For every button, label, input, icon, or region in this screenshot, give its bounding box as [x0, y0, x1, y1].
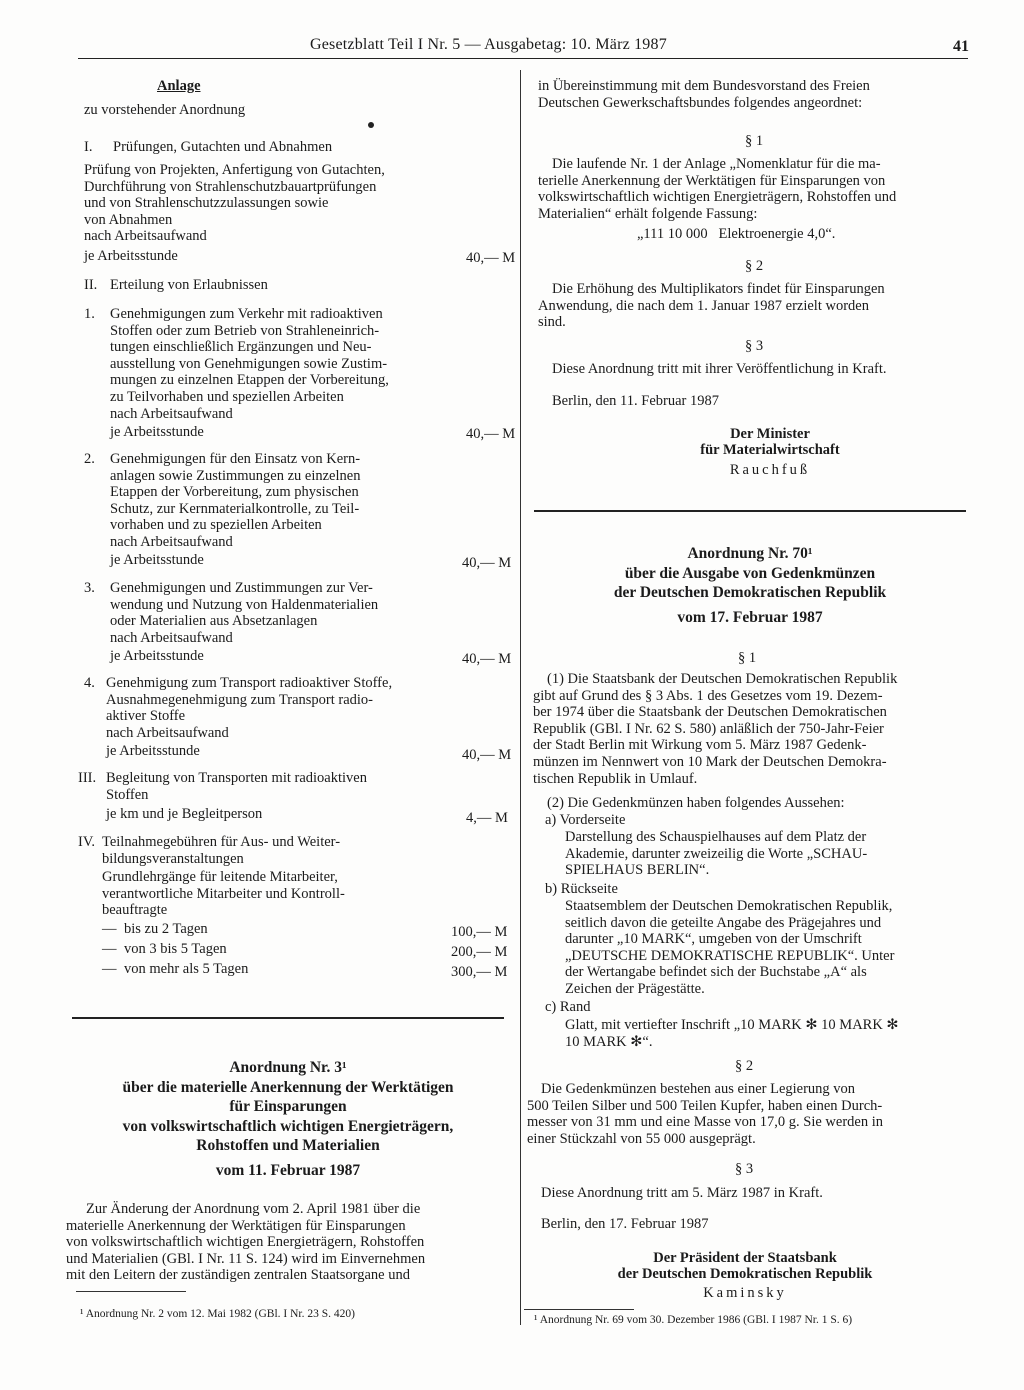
sec4-row-dash: —: [102, 961, 117, 977]
text-line: nach Arbeitsaufwand: [110, 405, 233, 422]
text-line: 10 MARK ✻“.: [565, 1033, 653, 1050]
sec4-row-label: bis zu 2 Tagen: [124, 921, 208, 937]
ord70-footnote: ¹ Anordnung Nr. 69 vom 30. Dezember 1986 (GBl. I 1987 Nr. 1 S. 6): [534, 1314, 853, 1326]
print-mark: [368, 122, 374, 128]
text-line: ber 1974 über die Staatsbank der Deutschen Demokratischen: [533, 704, 887, 721]
text-line: nach Arbeitsaufwand: [106, 724, 229, 741]
title-line: Rohstoffen und Materialien: [196, 1137, 380, 1154]
ord3-footnote: ¹ Anordnung Nr. 2 vom 12. Mai 1982 (GBl. I Nr. 23 S. 420): [80, 1308, 355, 1320]
page-number: 41: [953, 38, 969, 55]
header-rule: [78, 58, 968, 59]
ord70-para3-text: Diese Anordnung tritt am 5. März 1987 in Kraft.: [541, 1185, 823, 1201]
sec4-row-dash: —: [102, 941, 117, 957]
sec2-item4-price: 40,— M: [462, 747, 512, 763]
sec2-item2-price: 40,— M: [462, 555, 512, 571]
text-line: Akademie, darunter zweizeilig die Worte „SCHAU-: [565, 845, 868, 862]
text-line: SPIELHAUS BERLIN“.: [565, 862, 710, 879]
text-line: Die laufende Nr. 1 der Anlage „Nomenklatur für die ma-: [552, 156, 881, 172]
text-line: materielle Anerkennung der Werktätigen für Einsparungen: [66, 1217, 406, 1234]
anlage-title: Anlage: [157, 78, 201, 94]
sec4-row-dash: —: [102, 921, 117, 937]
sec1-price: 40,— M: [466, 250, 516, 266]
place-date: Berlin, den 11. Februar 1987: [552, 393, 719, 409]
text-line: Genehmigungen und Zustimmungen zur Ver-: [110, 580, 373, 596]
sec4-subtext: [102, 869, 345, 919]
header-title: Gesetzblatt Teil I Nr. 5 — Ausgabetag: 10. März 1987: [310, 36, 667, 53]
ord70-para2-label: § 2: [735, 1058, 754, 1074]
sec3-text: [106, 770, 367, 803]
signer-title2: für Materialwirtschaft: [700, 442, 840, 458]
sec2-item1-number: 1.: [84, 306, 95, 322]
text-line: Die Gedenkmünzen bestehen aus einer Legierung von: [541, 1081, 856, 1097]
text-line: Glatt, mit vertiefter Inschrift „10 MARK ✻ 10 MARK ✻: [565, 1017, 899, 1033]
sec2-item2-number: 2.: [84, 451, 95, 467]
text-line: nach Arbeitsaufwand: [110, 629, 233, 646]
sec2-item2-unit: je Arbeitsstunde: [110, 552, 204, 568]
signer-title1: Der Minister: [730, 426, 810, 442]
sec2-number: II.: [84, 277, 98, 293]
sec4-text: [102, 834, 340, 867]
text-line: Stoffen: [106, 786, 149, 803]
text-line: nach Arbeitsaufwand: [84, 228, 207, 245]
sec2-title: Erteilung von Erlaubnissen: [110, 277, 268, 293]
ord70-a-label: a) Vorderseite: [545, 812, 626, 828]
title-line: der Deutschen Demokratischen Republik: [613, 584, 887, 601]
para2-label: § 2: [745, 258, 764, 274]
text-line: der Wertangabe befindet sich der Buchstabe „A“ als: [565, 964, 867, 981]
title-line: Anordnung Nr. 70¹: [687, 545, 813, 562]
sec2-item4-number: 4.: [84, 675, 95, 691]
ord70-para2-text: [527, 1081, 883, 1147]
text-line: verantwortliche Mitarbeiter und Kontroll-: [102, 885, 345, 902]
text-line: Prüfung von Projekten, Anfertigung von Gutachten,: [84, 162, 385, 178]
text-line: Durchführung von Strahlenschutzbauartprüfungen: [84, 178, 377, 195]
text-line: tungen einschließlich Ergänzungen und Neu-: [110, 339, 372, 356]
text-line: Materialien“ erhält folgende Fassung:: [538, 205, 758, 222]
text-line: anlagen sowie Zustimmungen zu einzelnen: [110, 467, 361, 484]
text-line: Staatsemblem der Deutschen Demokratischen Republik,: [565, 898, 893, 914]
column-divider: [520, 70, 521, 1325]
ord3-body: [66, 1201, 501, 1284]
sec4-row-price: 200,— M: [451, 944, 508, 960]
text-line: wendung und Nutzung von Haldenmaterialien: [110, 596, 379, 613]
sec2-item3-unit: je Arbeitsstunde: [110, 648, 204, 664]
para1-label: § 1: [745, 133, 764, 149]
text-line: Ausnahmegenehmigung zum Transport radio-: [106, 691, 374, 708]
para3-text: Diese Anordnung tritt mit ihrer Veröffentlichung in Kraft.: [552, 361, 887, 377]
sec4-row-label: von mehr als 5 Tagen: [124, 961, 249, 977]
title-line: von volkswirtschaftlich wichtigen Energieträgern,: [122, 1117, 454, 1135]
ord70-b-text: [565, 898, 894, 998]
ord70-c-text: [565, 1017, 899, 1050]
sec1-text: [84, 162, 385, 245]
text-line: „DEUTSCHE DEMOKRATISCHE REPUBLIK“. Unter: [565, 947, 895, 964]
text-line: vorhaben und zu speziellen Arbeiten: [110, 517, 322, 534]
text-line: in Übereinstimmung mit dem Bundesvorstand des Freien: [538, 78, 870, 94]
text-line: von Abnahmen: [84, 211, 173, 228]
text-line: und Materialien (GBl. I Nr. 11 S. 124) wird im Einvernehmen: [66, 1250, 426, 1267]
ord70-signer-name: Kaminsky: [703, 1285, 787, 1301]
sec4-row-price: 300,— M: [451, 964, 508, 980]
para2-text: [538, 281, 885, 331]
text-line: Darstellung des Schauspielhauses auf dem Platz der: [565, 829, 867, 845]
text-line: mit den Leitern der zuständigen zentralen Staatsorgane und: [66, 1267, 410, 1284]
para1-text: [538, 156, 896, 222]
sec2-item1-price: 40,— M: [466, 426, 516, 442]
para1-quote: „111 10 000 Elektroenergie 4,0“.: [637, 226, 836, 242]
text-line: messer von 31 mm und eine Masse von 17,0 g. Sie werden in: [527, 1114, 884, 1131]
sec2-item2-text: [110, 451, 360, 551]
sec3-number: III.: [78, 770, 97, 786]
ord3-title: [72, 1058, 504, 1156]
text-line: aktiver Stoffe: [106, 708, 186, 725]
ord70-a-text: [565, 829, 867, 879]
text-line: Grundlehrgänge für leitende Mitarbeiter,: [102, 869, 338, 885]
ord70-c-label: c) Rand: [545, 999, 591, 1015]
sec2-item3-text: [110, 580, 378, 646]
ord70-signer1: Der Präsident der Staatsbank: [653, 1250, 837, 1266]
text-line: volkswirtschaftlich wichtigen Energieträgern, Rohstoffen und: [538, 189, 897, 206]
text-line: Genehmigungen zum Verkehr mit radioaktiven: [110, 306, 383, 322]
section-rule: [534, 510, 966, 512]
text-line: der Stadt Berlin mit Wirkung vom 5. März 1987 Gedenk-: [533, 737, 867, 754]
text-line: Anwendung, die nach dem 1. Januar 1987 erzielt worden: [538, 297, 869, 314]
text-line: gibt auf Grund des § 3 Abs. 1 des Gesetzes vom 19. Dezem-: [533, 687, 883, 704]
text-line: Etappen der Vorbereitung, zum physischen: [110, 484, 359, 501]
ord70-b-label: b) Rückseite: [545, 881, 618, 897]
sec1-number: I.: [84, 139, 93, 155]
text-line: Teilnahmegebühren für Aus- und Weiter-: [102, 834, 341, 850]
footnote-rule: [524, 1309, 634, 1310]
text-line: zu Teilvorhaben und speziellen Arbeiten: [110, 388, 344, 405]
sec2-item1-unit: je Arbeitsstunde: [110, 424, 204, 440]
text-line: terielle Anerkennung der Werktätigen für Einsparungen von: [538, 172, 886, 189]
text-line: darunter „10 MARK“, umgeben von der Umschrift: [565, 931, 862, 948]
text-line: Republik (GBl. I Nr. 62 S. 580) anläßlich der 750-Jahr-Feier: [533, 720, 884, 737]
text-line: Genehmigung zum Transport radioaktiver Stoffe,: [106, 675, 393, 691]
text-line: Begleitung von Transporten mit radioaktiven: [106, 770, 367, 786]
ord70-para1-sub2: (2) Die Gedenkmünzen haben folgendes Aussehen:: [547, 795, 845, 811]
intro-text: [538, 78, 870, 111]
sec2-item4-unit: je Arbeitsstunde: [106, 743, 200, 759]
text-line: tischen Republik in Umlauf.: [533, 770, 698, 787]
para3-label: § 3: [745, 338, 764, 354]
text-line: sind.: [538, 314, 566, 331]
text-line: seitlich davon die geteilte Angabe des Prägejahres und: [565, 914, 882, 931]
text-line: (1) Die Staatsbank der Deutschen Demokratischen Republik: [547, 671, 898, 687]
text-line: und von Strahlenschutzzulassungen sowie: [84, 195, 329, 212]
title-line: über die materielle Anerkennung der Werktätigen: [122, 1078, 454, 1096]
title-line: über die Ausgabe von Gedenkmünzen: [624, 564, 876, 582]
text-line: beauftragte: [102, 902, 168, 919]
sec4-row-price: 100,— M: [451, 924, 508, 940]
text-line: mungen zu einzelnen Etappen der Vorbereitung,: [110, 372, 389, 389]
sec2-item3-number: 3.: [84, 580, 95, 596]
text-line: Zur Änderung der Anordnung vom 2. April 1981 über die: [86, 1201, 421, 1217]
text-line: Schutz, zur Kernmaterialkontrolle, zu Teil-: [110, 500, 360, 517]
sec2-item1-text: [110, 306, 389, 422]
title-line: für Einsparungen: [229, 1098, 347, 1115]
ord70-title: [534, 544, 966, 603]
sec2-item3-price: 40,— M: [462, 651, 512, 667]
sec2-item4-text: [106, 675, 392, 741]
ord70-para1-label: § 1: [738, 650, 757, 666]
ord70-place-date: Berlin, den 17. Februar 1987: [541, 1216, 709, 1232]
sec3-price: 4,— M: [466, 810, 508, 826]
text-line: ausstellung von Genehmigungen sowie Zustim-: [110, 355, 388, 372]
ord3-date: vom 11. Februar 1987: [215, 1162, 361, 1179]
sec4-row-label: von 3 bis 5 Tagen: [124, 941, 227, 957]
text-line: Die Erhöhung des Multiplikators findet für Einsparungen: [552, 281, 885, 297]
text-line: Zeichen der Prägestätte.: [565, 980, 705, 997]
sec1-title: Prüfungen, Gutachten und Abnahmen: [113, 139, 333, 155]
text-line: Stoffen oder zum Betrieb von Strahleneinrich-: [110, 322, 380, 339]
text-line: von volkswirtschaftlich wichtigen Energieträgern, Rohstoffen: [66, 1234, 425, 1251]
title-line: Anordnung Nr. 3¹: [229, 1059, 347, 1076]
text-line: münzen im Nennwert von 10 Mark der Deutschen Demokra-: [533, 753, 887, 770]
text-line: nach Arbeitsaufwand: [110, 533, 233, 550]
ord70-para3-label: § 3: [735, 1161, 754, 1177]
ord70-date: vom 17. Februar 1987: [677, 609, 823, 626]
sec3-unit: je km und je Begleitperson: [106, 806, 263, 822]
signer-name: Rauchfuß: [729, 462, 811, 478]
anlage-subtitle: zu vorstehender Anordnung: [84, 102, 246, 118]
text-line: 500 Teilen Silber und 500 Teilen Kupfer, haben einen Durch-: [527, 1097, 883, 1114]
text-line: Genehmigungen für den Einsatz von Kern-: [110, 451, 361, 467]
sec1-unit: je Arbeitsstunde: [84, 248, 178, 264]
page-header: [0, 37, 1024, 59]
ord70-signer2: der Deutschen Demokratischen Republik: [617, 1266, 873, 1282]
ord70-para1-text: [533, 671, 897, 787]
section-rule: [72, 1017, 504, 1019]
sec4-number: IV.: [78, 834, 96, 850]
text-line: einer Stückzahl von 55 000 ausgeprägt.: [527, 1130, 756, 1147]
text-line: Deutschen Gewerkschaftsbundes folgendes angeordnet:: [538, 94, 863, 111]
footnote-rule: [76, 1291, 186, 1292]
text-line: bildungsveranstaltungen: [102, 850, 244, 867]
text-line: oder Materialien aus Absetzanlagen: [110, 613, 318, 630]
